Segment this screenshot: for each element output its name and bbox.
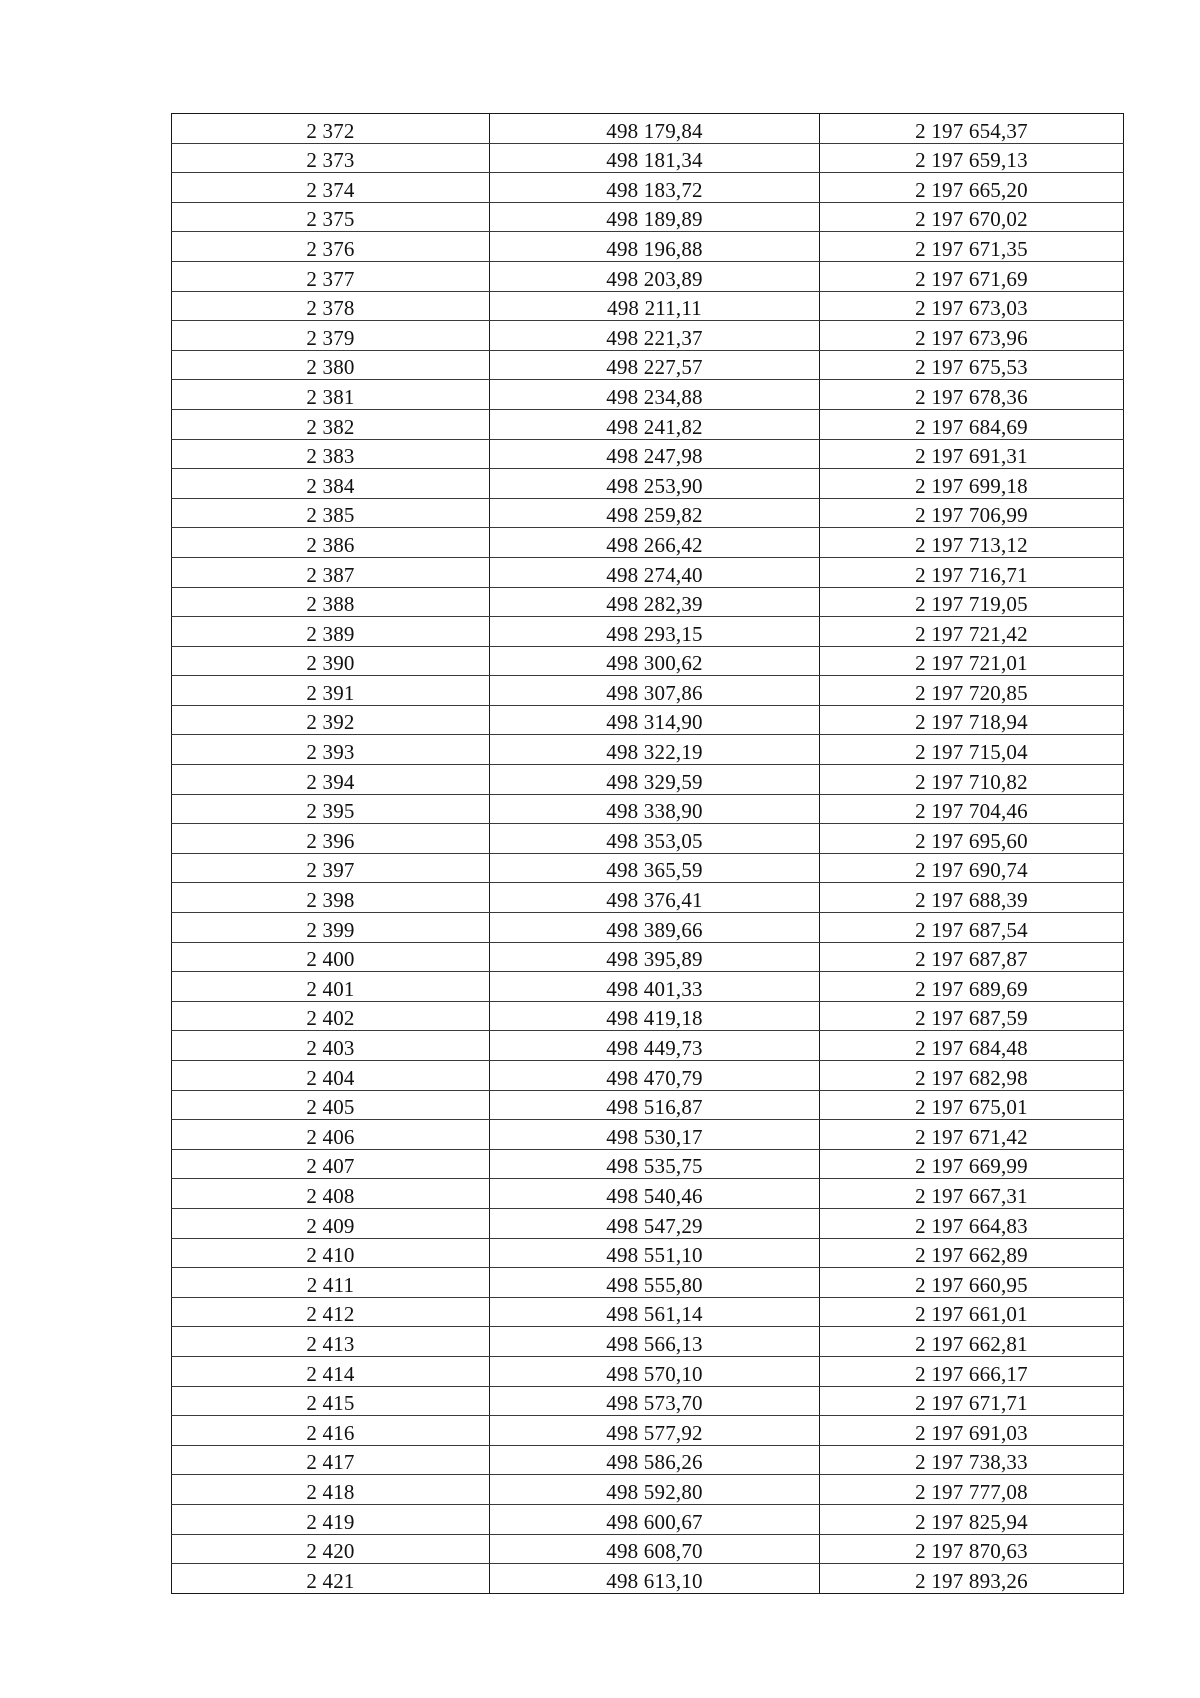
y-coordinate-cell: 2 197 713,12 — [820, 528, 1124, 558]
table-row — [172, 232, 1124, 262]
y-coordinate-cell: 2 197 721,42 — [820, 617, 1124, 647]
table-row — [172, 1386, 1124, 1416]
point-number-cell: 2 384 — [172, 469, 490, 499]
point-number-cell: 2 381 — [172, 380, 490, 410]
y-coordinate-cell: 2 197 710,82 — [820, 765, 1124, 795]
table-row — [172, 617, 1124, 647]
y-coordinate-cell: 2 197 662,81 — [820, 1327, 1124, 1357]
point-number-cell: 2 400 — [172, 942, 490, 972]
point-number-cell: 2 382 — [172, 409, 490, 439]
point-number-cell: 2 403 — [172, 1031, 490, 1061]
y-coordinate-cell: 2 197 665,20 — [820, 173, 1124, 203]
table-row — [172, 469, 1124, 499]
table-row — [172, 705, 1124, 735]
x-coordinate-cell: 498 573,70 — [490, 1386, 820, 1416]
point-number-cell: 2 407 — [172, 1149, 490, 1179]
table-row — [172, 409, 1124, 439]
x-coordinate-cell: 498 282,39 — [490, 587, 820, 617]
x-coordinate-cell: 498 613,10 — [490, 1564, 820, 1594]
y-coordinate-cell: 2 197 689,69 — [820, 972, 1124, 1002]
point-number-cell: 2 391 — [172, 676, 490, 706]
table-row — [172, 646, 1124, 676]
y-coordinate-cell: 2 197 687,87 — [820, 942, 1124, 972]
y-coordinate-cell: 2 197 660,95 — [820, 1268, 1124, 1298]
table-row — [172, 1090, 1124, 1120]
table-row — [172, 735, 1124, 765]
table-row — [172, 350, 1124, 380]
table-row — [172, 291, 1124, 321]
point-number-cell: 2 399 — [172, 913, 490, 943]
y-coordinate-cell: 2 197 777,08 — [820, 1475, 1124, 1505]
y-coordinate-cell: 2 197 704,46 — [820, 794, 1124, 824]
point-number-cell: 2 398 — [172, 883, 490, 913]
point-number-cell: 2 408 — [172, 1179, 490, 1209]
point-number-cell: 2 401 — [172, 972, 490, 1002]
x-coordinate-cell: 498 470,79 — [490, 1061, 820, 1091]
table-row — [172, 794, 1124, 824]
point-number-cell: 2 404 — [172, 1061, 490, 1091]
x-coordinate-cell: 498 293,15 — [490, 617, 820, 647]
x-coordinate-cell: 498 211,11 — [490, 291, 820, 321]
x-coordinate-cell: 498 566,13 — [490, 1327, 820, 1357]
table-row — [172, 1268, 1124, 1298]
table-row — [172, 439, 1124, 469]
table-row — [172, 1445, 1124, 1475]
point-number-cell: 2 413 — [172, 1327, 490, 1357]
y-coordinate-cell: 2 197 669,99 — [820, 1149, 1124, 1179]
table-row — [172, 143, 1124, 173]
point-number-cell: 2 417 — [172, 1445, 490, 1475]
table-row — [172, 765, 1124, 795]
y-coordinate-cell: 2 197 671,71 — [820, 1386, 1124, 1416]
x-coordinate-cell: 498 561,14 — [490, 1297, 820, 1327]
table-row — [172, 1238, 1124, 1268]
y-coordinate-cell: 2 197 691,31 — [820, 439, 1124, 469]
x-coordinate-cell: 498 259,82 — [490, 498, 820, 528]
point-number-cell: 2 419 — [172, 1504, 490, 1534]
y-coordinate-cell: 2 197 691,03 — [820, 1416, 1124, 1446]
coordinates-table — [171, 113, 1124, 1594]
y-coordinate-cell: 2 197 699,18 — [820, 469, 1124, 499]
table-row — [172, 1001, 1124, 1031]
x-coordinate-cell: 498 338,90 — [490, 794, 820, 824]
point-number-cell: 2 372 — [172, 114, 490, 144]
y-coordinate-cell: 2 197 671,35 — [820, 232, 1124, 262]
x-coordinate-cell: 498 203,89 — [490, 261, 820, 291]
x-coordinate-cell: 498 592,80 — [490, 1475, 820, 1505]
point-number-cell: 2 388 — [172, 587, 490, 617]
x-coordinate-cell: 498 577,92 — [490, 1416, 820, 1446]
table-row — [172, 1534, 1124, 1564]
table-row — [172, 972, 1124, 1002]
point-number-cell: 2 402 — [172, 1001, 490, 1031]
point-number-cell: 2 383 — [172, 439, 490, 469]
x-coordinate-cell: 498 181,34 — [490, 143, 820, 173]
x-coordinate-cell: 498 586,26 — [490, 1445, 820, 1475]
point-number-cell: 2 409 — [172, 1208, 490, 1238]
table-row — [172, 1149, 1124, 1179]
y-coordinate-cell: 2 197 825,94 — [820, 1504, 1124, 1534]
point-number-cell: 2 379 — [172, 321, 490, 351]
table-row — [172, 1120, 1124, 1150]
x-coordinate-cell: 498 183,72 — [490, 173, 820, 203]
x-coordinate-cell: 498 266,42 — [490, 528, 820, 558]
y-coordinate-cell: 2 197 682,98 — [820, 1061, 1124, 1091]
x-coordinate-cell: 498 314,90 — [490, 705, 820, 735]
point-number-cell: 2 412 — [172, 1297, 490, 1327]
x-coordinate-cell: 498 551,10 — [490, 1238, 820, 1268]
x-coordinate-cell: 498 547,29 — [490, 1208, 820, 1238]
table-row — [172, 1564, 1124, 1594]
point-number-cell: 2 377 — [172, 261, 490, 291]
point-number-cell: 2 420 — [172, 1534, 490, 1564]
x-coordinate-cell: 498 322,19 — [490, 735, 820, 765]
point-number-cell: 2 394 — [172, 765, 490, 795]
x-coordinate-cell: 498 600,67 — [490, 1504, 820, 1534]
table-row — [172, 202, 1124, 232]
table-row — [172, 853, 1124, 883]
y-coordinate-cell: 2 197 695,60 — [820, 824, 1124, 854]
x-coordinate-cell: 498 300,62 — [490, 646, 820, 676]
x-coordinate-cell: 498 530,17 — [490, 1120, 820, 1150]
point-number-cell: 2 386 — [172, 528, 490, 558]
table-row — [172, 1297, 1124, 1327]
point-number-cell: 2 385 — [172, 498, 490, 528]
x-coordinate-cell: 498 555,80 — [490, 1268, 820, 1298]
y-coordinate-cell: 2 197 671,42 — [820, 1120, 1124, 1150]
point-number-cell: 2 373 — [172, 143, 490, 173]
y-coordinate-cell: 2 197 678,36 — [820, 380, 1124, 410]
y-coordinate-cell: 2 197 718,94 — [820, 705, 1124, 735]
point-number-cell: 2 390 — [172, 646, 490, 676]
y-coordinate-cell: 2 197 667,31 — [820, 1179, 1124, 1209]
table-row — [172, 321, 1124, 351]
y-coordinate-cell: 2 197 675,01 — [820, 1090, 1124, 1120]
table-row — [172, 114, 1124, 144]
y-coordinate-cell: 2 197 673,96 — [820, 321, 1124, 351]
x-coordinate-cell: 498 516,87 — [490, 1090, 820, 1120]
y-coordinate-cell: 2 197 687,59 — [820, 1001, 1124, 1031]
x-coordinate-cell: 498 307,86 — [490, 676, 820, 706]
point-number-cell: 2 393 — [172, 735, 490, 765]
y-coordinate-cell: 2 197 870,63 — [820, 1534, 1124, 1564]
x-coordinate-cell: 498 253,90 — [490, 469, 820, 499]
table-row — [172, 676, 1124, 706]
point-number-cell: 2 380 — [172, 350, 490, 380]
point-number-cell: 2 376 — [172, 232, 490, 262]
table-row — [172, 528, 1124, 558]
point-number-cell: 2 411 — [172, 1268, 490, 1298]
x-coordinate-cell: 498 189,89 — [490, 202, 820, 232]
x-coordinate-cell: 498 329,59 — [490, 765, 820, 795]
table-row — [172, 1179, 1124, 1209]
y-coordinate-cell: 2 197 664,83 — [820, 1208, 1124, 1238]
y-coordinate-cell: 2 197 662,89 — [820, 1238, 1124, 1268]
point-number-cell: 2 387 — [172, 557, 490, 587]
table-row — [172, 1504, 1124, 1534]
x-coordinate-cell: 498 401,33 — [490, 972, 820, 1002]
x-coordinate-cell: 498 179,84 — [490, 114, 820, 144]
y-coordinate-cell: 2 197 706,99 — [820, 498, 1124, 528]
y-coordinate-cell: 2 197 670,02 — [820, 202, 1124, 232]
x-coordinate-cell: 498 570,10 — [490, 1356, 820, 1386]
y-coordinate-cell: 2 197 688,39 — [820, 883, 1124, 913]
x-coordinate-cell: 498 535,75 — [490, 1149, 820, 1179]
x-coordinate-cell: 498 247,98 — [490, 439, 820, 469]
y-coordinate-cell: 2 197 715,04 — [820, 735, 1124, 765]
table-row — [172, 261, 1124, 291]
point-number-cell: 2 392 — [172, 705, 490, 735]
y-coordinate-cell: 2 197 720,85 — [820, 676, 1124, 706]
table-row — [172, 1416, 1124, 1446]
x-coordinate-cell: 498 196,88 — [490, 232, 820, 262]
point-number-cell: 2 418 — [172, 1475, 490, 1505]
table-row — [172, 557, 1124, 587]
point-number-cell: 2 374 — [172, 173, 490, 203]
point-number-cell: 2 397 — [172, 853, 490, 883]
x-coordinate-cell: 498 221,37 — [490, 321, 820, 351]
y-coordinate-cell: 2 197 719,05 — [820, 587, 1124, 617]
table-row — [172, 173, 1124, 203]
x-coordinate-cell: 498 540,46 — [490, 1179, 820, 1209]
x-coordinate-cell: 498 608,70 — [490, 1534, 820, 1564]
table-row — [172, 1327, 1124, 1357]
y-coordinate-cell: 2 197 716,71 — [820, 557, 1124, 587]
table-row — [172, 824, 1124, 854]
x-coordinate-cell: 498 449,73 — [490, 1031, 820, 1061]
table-row — [172, 1475, 1124, 1505]
table-row — [172, 1356, 1124, 1386]
x-coordinate-cell: 498 389,66 — [490, 913, 820, 943]
point-number-cell: 2 405 — [172, 1090, 490, 1120]
y-coordinate-cell: 2 197 671,69 — [820, 261, 1124, 291]
x-coordinate-cell: 498 227,57 — [490, 350, 820, 380]
x-coordinate-cell: 498 419,18 — [490, 1001, 820, 1031]
point-number-cell: 2 375 — [172, 202, 490, 232]
table-row — [172, 942, 1124, 972]
x-coordinate-cell: 498 395,89 — [490, 942, 820, 972]
y-coordinate-cell: 2 197 684,48 — [820, 1031, 1124, 1061]
y-coordinate-cell: 2 197 666,17 — [820, 1356, 1124, 1386]
y-coordinate-cell: 2 197 738,33 — [820, 1445, 1124, 1475]
point-number-cell: 2 378 — [172, 291, 490, 321]
x-coordinate-cell: 498 376,41 — [490, 883, 820, 913]
point-number-cell: 2 395 — [172, 794, 490, 824]
y-coordinate-cell: 2 197 690,74 — [820, 853, 1124, 883]
table-row — [172, 883, 1124, 913]
y-coordinate-cell: 2 197 661,01 — [820, 1297, 1124, 1327]
table-row — [172, 380, 1124, 410]
point-number-cell: 2 389 — [172, 617, 490, 647]
y-coordinate-cell: 2 197 654,37 — [820, 114, 1124, 144]
table-row — [172, 587, 1124, 617]
point-number-cell: 2 414 — [172, 1356, 490, 1386]
table-row — [172, 1031, 1124, 1061]
point-number-cell: 2 410 — [172, 1238, 490, 1268]
point-number-cell: 2 415 — [172, 1386, 490, 1416]
y-coordinate-cell: 2 197 687,54 — [820, 913, 1124, 943]
table-row — [172, 1061, 1124, 1091]
x-coordinate-cell: 498 353,05 — [490, 824, 820, 854]
y-coordinate-cell: 2 197 659,13 — [820, 143, 1124, 173]
y-coordinate-cell: 2 197 684,69 — [820, 409, 1124, 439]
x-coordinate-cell: 498 274,40 — [490, 557, 820, 587]
y-coordinate-cell: 2 197 675,53 — [820, 350, 1124, 380]
point-number-cell: 2 421 — [172, 1564, 490, 1594]
table-row — [172, 1208, 1124, 1238]
y-coordinate-cell: 2 197 721,01 — [820, 646, 1124, 676]
table-row — [172, 913, 1124, 943]
x-coordinate-cell: 498 241,82 — [490, 409, 820, 439]
point-number-cell: 2 406 — [172, 1120, 490, 1150]
x-coordinate-cell: 498 234,88 — [490, 380, 820, 410]
y-coordinate-cell: 2 197 673,03 — [820, 291, 1124, 321]
coordinates-table-body — [172, 114, 1124, 1594]
x-coordinate-cell: 498 365,59 — [490, 853, 820, 883]
y-coordinate-cell: 2 197 893,26 — [820, 1564, 1124, 1594]
point-number-cell: 2 416 — [172, 1416, 490, 1446]
table-row — [172, 498, 1124, 528]
point-number-cell: 2 396 — [172, 824, 490, 854]
